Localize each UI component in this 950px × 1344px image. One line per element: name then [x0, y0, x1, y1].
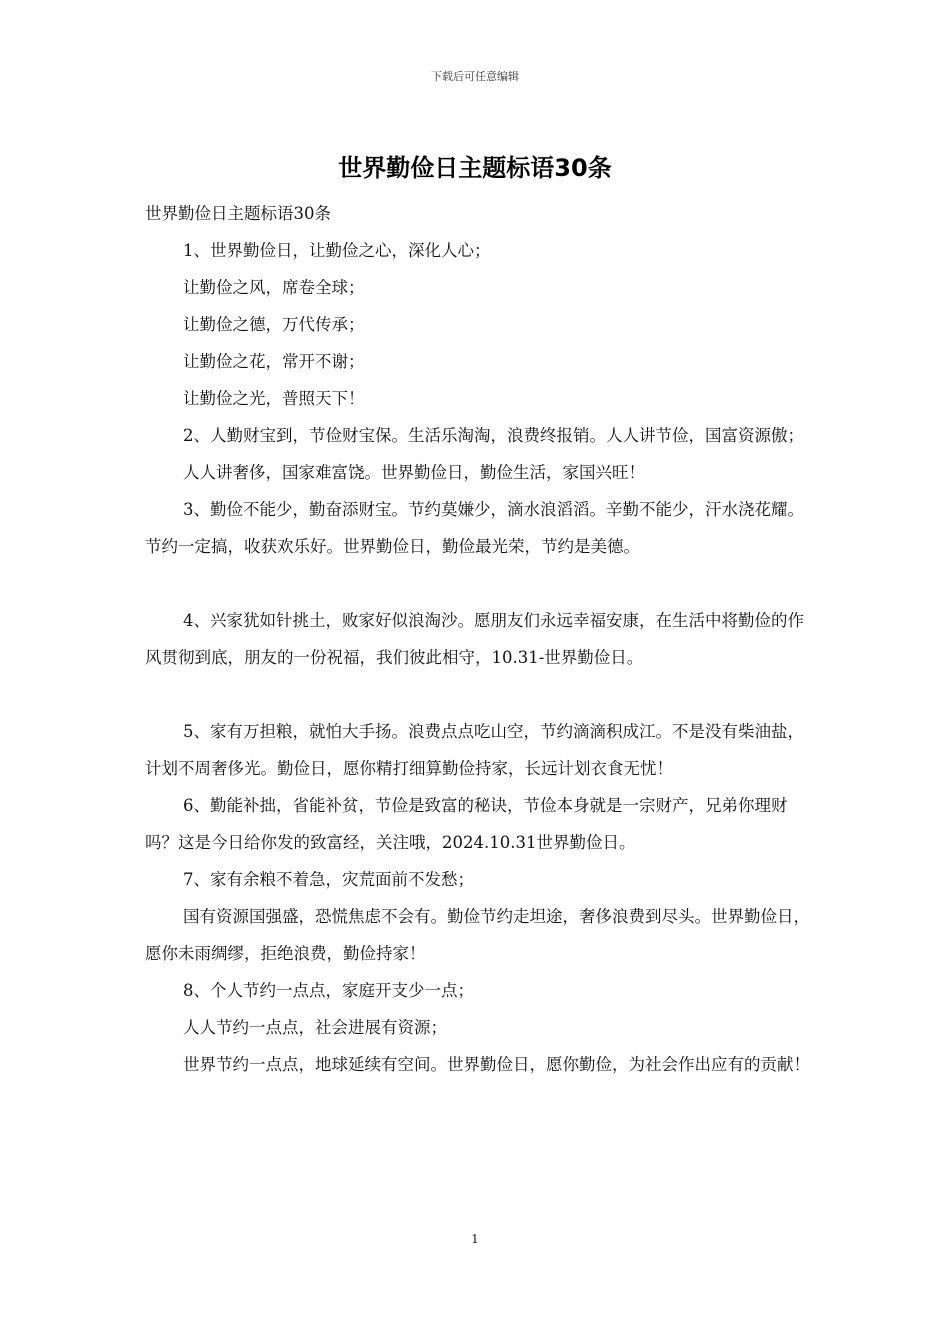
paragraph: 世界节约一点点，地球延续有空间。世界勤俭日，愿你勤俭，为社会作出应有的贡献！	[183, 1055, 810, 1074]
document-title: 世界勤俭日主题标语30条	[338, 154, 612, 182]
paragraph: 国有资源国强盛，恐慌焦虑不会有。勤俭节约走坦途，奢侈浪费到尽头。世界勤俭日，愿你未雨绸缪，拒绝浪费，勤俭持家！	[145, 907, 810, 963]
paragraph: 人人讲奢侈，国家难富饶。世界勤俭日，勤俭生活，家国兴旺！	[183, 463, 645, 482]
page-number: 1	[471, 1232, 479, 1246]
header-note: 下载后可任意编辑	[431, 70, 519, 83]
paragraph-gap	[145, 676, 813, 713]
paragraph: 人人节约一点点，社会进展有资源；	[183, 1018, 447, 1037]
paragraph: 让勤俭之风，席卷全球；	[183, 278, 365, 297]
paragraph: 3、勤俭不能少，勤奋添财宝。节约莫嫌少，滴水浪滔滔。辛勤不能少，汗水浇花耀。节约一定搞，收获欢乐好。世界勤俭日，勤俭最光荣，节约是美德。	[145, 500, 804, 556]
paragraph: 让勤俭之德，万代传承；	[183, 315, 365, 334]
paragraph-gap	[145, 565, 813, 602]
paragraph: 5、家有万担粮，就怕大手扬。浪费点点吃山空，节约滴滴积成江。不是没有柴油盐，计划不周奢侈光。勤俭日，愿你精打细算勤俭持家，长远计划衣食无忧！	[145, 722, 804, 778]
paragraph: 7、家有余粮不着急，灾荒面前不发愁；	[183, 870, 474, 889]
paragraph: 4、兴家犹如针挑土，败家好似浪淘沙。愿朋友们永远幸福安康，在生活中将勤俭的作风贯彻到底，朋友的一份祝福，我们彼此相守，10.31-世界勤俭日。	[145, 611, 804, 667]
paragraph: 1、世界勤俭日，让勤俭之心，深化人心；	[183, 241, 491, 260]
paragraph: 6、勤能补拙，省能补贫，节俭是致富的秘诀，节俭本身就是一宗财产，兄弟你理财吗？这是今日给你发的致富经，关注哦，2024.10.31世界勤俭日。	[145, 796, 788, 852]
paragraph: 8、个人节约一点点，家庭开支少一点；	[183, 981, 474, 1000]
paragraph: 2、人勤财宝到，节俭财宝保。生活乐淘淘，浪费终报销。人人讲节俭，国富资源傲；	[183, 426, 804, 445]
document-body	[145, 195, 813, 1083]
paragraph: 让勤俭之花，常开不谢；	[183, 352, 365, 371]
subtitle-line: 世界勤俭日主题标语30条	[145, 204, 331, 223]
paragraph: 让勤俭之光，普照天下！	[183, 389, 365, 408]
